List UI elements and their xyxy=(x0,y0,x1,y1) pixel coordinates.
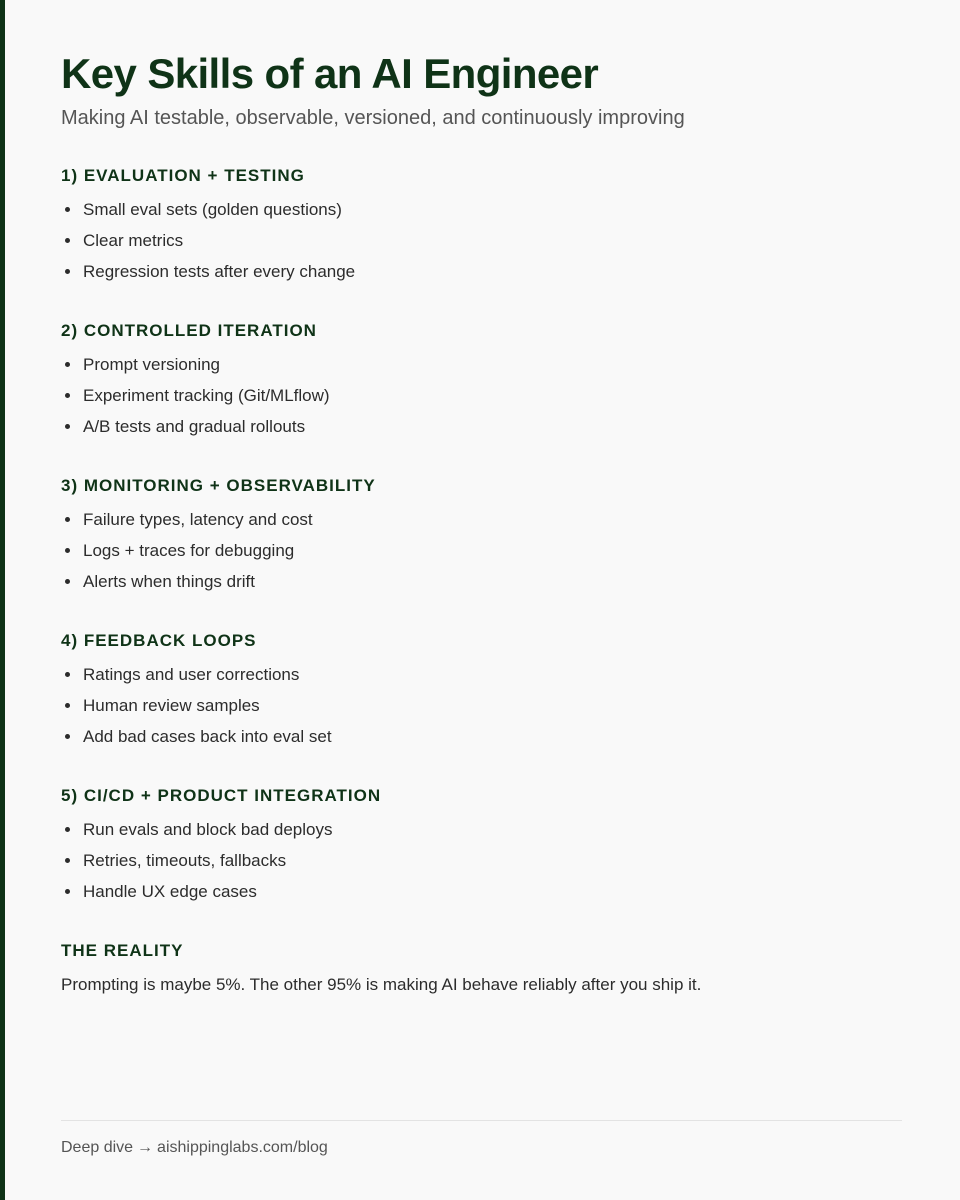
arrow-right-icon: → xyxy=(137,1139,154,1156)
section-heading: THE REALITY xyxy=(61,941,184,960)
page-subtitle: Making AI testable, observable, versioned, and continuously improving xyxy=(61,107,685,129)
list-item xyxy=(61,721,921,752)
bullet-icon xyxy=(65,207,70,212)
bullet-icon xyxy=(65,672,70,677)
bullet-icon xyxy=(65,734,70,739)
list-item-text: Run evals and block bad deploys xyxy=(83,820,333,839)
list-item xyxy=(61,845,921,876)
section-controlled-iteration xyxy=(61,319,921,442)
section-heading: 3) MONITORING + OBSERVABILITY xyxy=(61,476,376,495)
list-item-text: Retries, timeouts, fallbacks xyxy=(83,851,287,870)
reality-text: Prompting is maybe 5%. The other 95% is making AI behave reliably after you ship it. xyxy=(61,975,702,994)
bullet-icon xyxy=(65,548,70,553)
section-feedback-loops xyxy=(61,629,921,752)
list-item-text: Small eval sets (golden questions) xyxy=(83,200,342,219)
list-item xyxy=(61,411,921,442)
list-item-text: Clear metrics xyxy=(83,231,184,250)
list-item xyxy=(61,504,921,535)
footer-label: Deep dive xyxy=(61,1139,134,1156)
bullet-list xyxy=(61,349,921,442)
section-heading: 4) FEEDBACK LOOPS xyxy=(61,631,257,650)
bullet-icon xyxy=(65,579,70,584)
list-item-text: Prompt versioning xyxy=(83,355,221,374)
section-the-reality xyxy=(61,939,921,1000)
bullet-list xyxy=(61,814,921,907)
list-item-text: Ratings and user corrections xyxy=(83,665,300,684)
section-monitoring-observability xyxy=(61,474,921,597)
list-item xyxy=(61,659,921,690)
list-item xyxy=(61,814,921,845)
list-item-text: Alerts when things drift xyxy=(83,572,255,591)
bullet-icon xyxy=(65,362,70,367)
list-item xyxy=(61,380,921,411)
accent-bar xyxy=(0,0,5,1200)
list-item xyxy=(61,349,921,380)
list-item xyxy=(61,256,921,287)
section-evaluation-testing xyxy=(61,164,921,287)
section-heading: 2) CONTROLLED ITERATION xyxy=(61,321,317,340)
list-item-text: Experiment tracking (Git/MLflow) xyxy=(83,386,330,405)
section-cicd-product-integration xyxy=(61,784,921,907)
list-item xyxy=(61,194,921,225)
bullet-icon xyxy=(65,858,70,863)
footer-link[interactable]: aishippinglabs.com/blog xyxy=(157,1139,328,1156)
list-item xyxy=(61,566,921,597)
section-heading: 5) CI/CD + PRODUCT INTEGRATION xyxy=(61,786,382,805)
list-item-text: Human review samples xyxy=(83,696,260,715)
bullet-icon xyxy=(65,517,70,522)
bullet-icon xyxy=(65,269,70,274)
bullet-icon xyxy=(65,703,70,708)
page-title: Key Skills of an AI Engineer xyxy=(61,50,599,97)
bullet-icon xyxy=(65,238,70,243)
list-item-text: Handle UX edge cases xyxy=(83,882,257,901)
list-item-text: Logs + traces for debugging xyxy=(83,541,295,560)
bullet-icon xyxy=(65,424,70,429)
footer xyxy=(61,1120,902,1159)
list-item xyxy=(61,690,921,721)
section-heading: 1) EVALUATION + TESTING xyxy=(61,166,305,185)
bullet-icon xyxy=(65,827,70,832)
bullet-icon xyxy=(65,393,70,398)
list-item-text: Add bad cases back into eval set xyxy=(83,727,332,746)
bullet-list xyxy=(61,659,921,752)
bullet-icon xyxy=(65,889,70,894)
list-item xyxy=(61,876,921,907)
list-item-text: A/B tests and gradual rollouts xyxy=(83,417,306,436)
bullet-list xyxy=(61,504,921,597)
list-item xyxy=(61,225,921,256)
list-item-text: Failure types, latency and cost xyxy=(83,510,313,529)
list-item xyxy=(61,535,921,566)
article xyxy=(61,48,921,1000)
list-item-text: Regression tests after every change xyxy=(83,262,356,281)
bullet-list xyxy=(61,194,921,287)
